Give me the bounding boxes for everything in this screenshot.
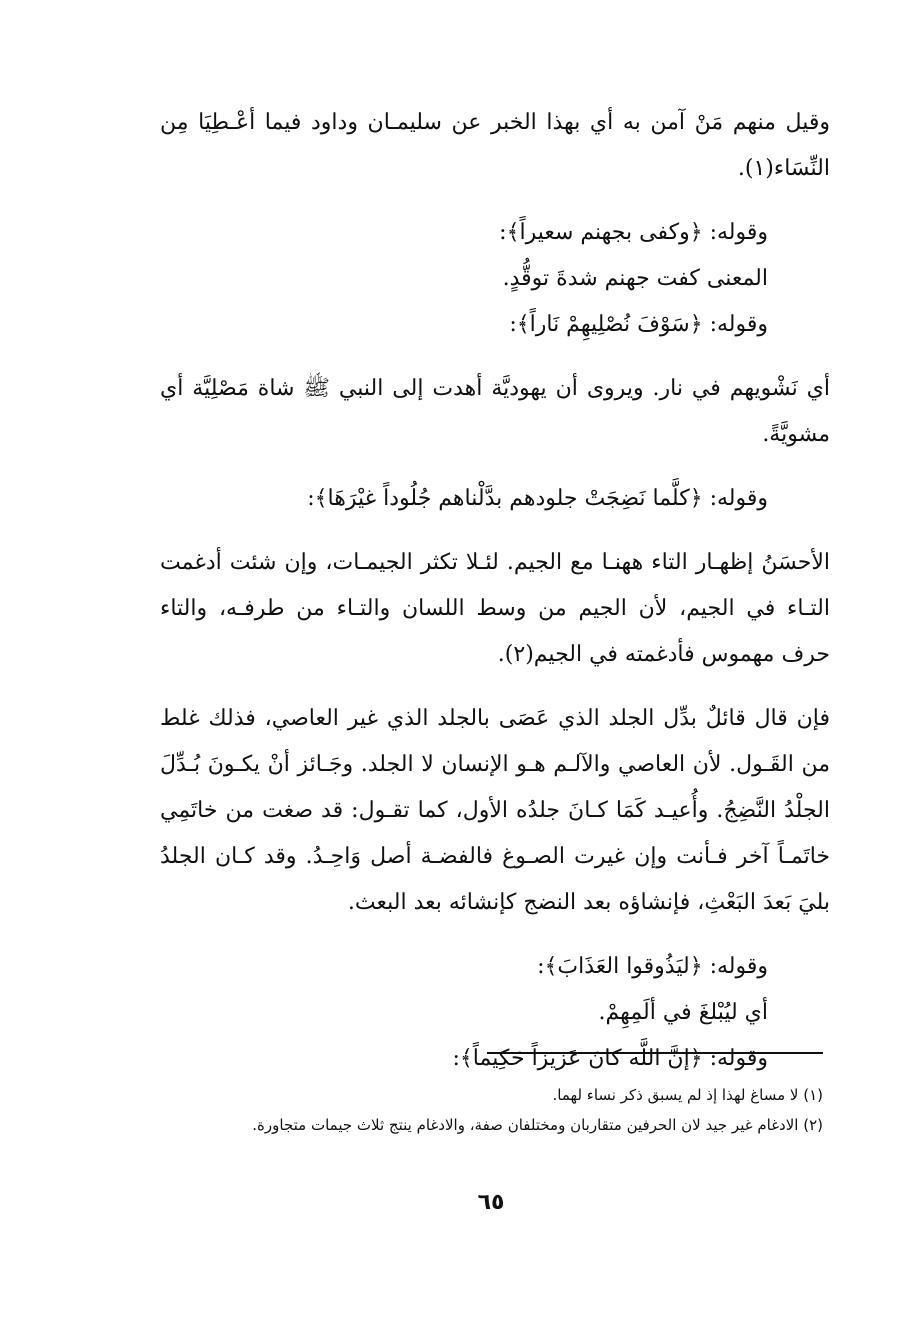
paragraph-2: [160, 210, 830, 348]
commentary-line-1: المعنى كفت جهنم شدةَ توقُّدٍ.: [502, 266, 768, 291]
footnote-2: (٢) الادغام غير جيد لان الحرفين متقاربان ومختلفان صفة، والادغام ينتج ثلاث جيمات متجاورة.: [252, 1116, 823, 1134]
paragraph-1: وقيل منهم مَنْ آمن به أي بهذا الخبر عن سليمـان وداود فيما أعْـطِيَا مِن النِّسَاء(١).: [160, 110, 830, 181]
paragraph-7: [160, 944, 830, 1082]
footnotes: [170, 1080, 823, 1140]
verse-line-2: وقوله: ﴿سَوْفَ نُصْلِيهِمْ نَاراً﴾:: [509, 312, 768, 337]
paragraph-6: فإن قال قائلٌ بدِّل الجلد الذي عَصَى بالجلد الذي غير العاصي، فذلك غلط من القَـول. لأن العاصي والآلـم هـو الإنسان لا الجلد. وجَـائز أنْ يكـونَ بُـدِّلَ الجلْدُ النَّضِجُ. وأُعيـد كَمَا كـانَ جلدُه الأول، كما تقـول: قد صغت من خاتَمِي خاتَمـاً آخر فـأنت وإن غيرت الصـوغ فالفضـة أصل وَاحِـدُ. وقد كـان الجلدُ بليَ بَعدَ البَعْثِ، فإنشاؤه بعد النضج كإنشائه بعد البعث.: [160, 706, 830, 915]
verse-line-1: وقوله: ﴿وكفى بجهنم سعيراً﴾:: [499, 220, 768, 245]
footnote-1: (١) لا مساغ لهذا إذ لم يسبق ذكر نساء لهما.: [552, 1086, 823, 1104]
verse-line-4: وقوله: ﴿إنَّ اللَّه كانَ عَزيزاً حَكِيماً﴾:: [452, 1046, 768, 1071]
paragraph-4: وقوله: ﴿كلَّما نَضِجَتْ جلودهم بدَّلْناهم جُلُوداً غيْرَهَا﴾:: [307, 486, 768, 511]
main-text: [160, 100, 830, 1082]
commentary-line-2: أي ليُبْلغَ في ألَمِهِمْ.: [598, 1000, 768, 1025]
verse-line-3: وقوله: ﴿ليَذُوقوا العَذَابَ﴾:: [537, 954, 768, 979]
page-number: ٦٥: [477, 1190, 505, 1215]
footnote-divider: [487, 1052, 823, 1054]
paragraph-5: الأحسَنُ إظهـار التاء ههنـا مع الجيم. لئـلا تكثر الجيمـات، وإن شئت أدغمت التـاء في الجيم، لأن الجيم من وسط اللسان والتـاء من طرفـه، والتاء حرف مهموس فأدغمته في الجيم(٢).: [160, 550, 830, 667]
paragraph-3: أي نَشْويهم في نار. ويروى أن يهوديَّة أهدت إلى النبي ﷺ شاة مَصْلِيَّة أي مشويَّةً.: [160, 376, 830, 447]
